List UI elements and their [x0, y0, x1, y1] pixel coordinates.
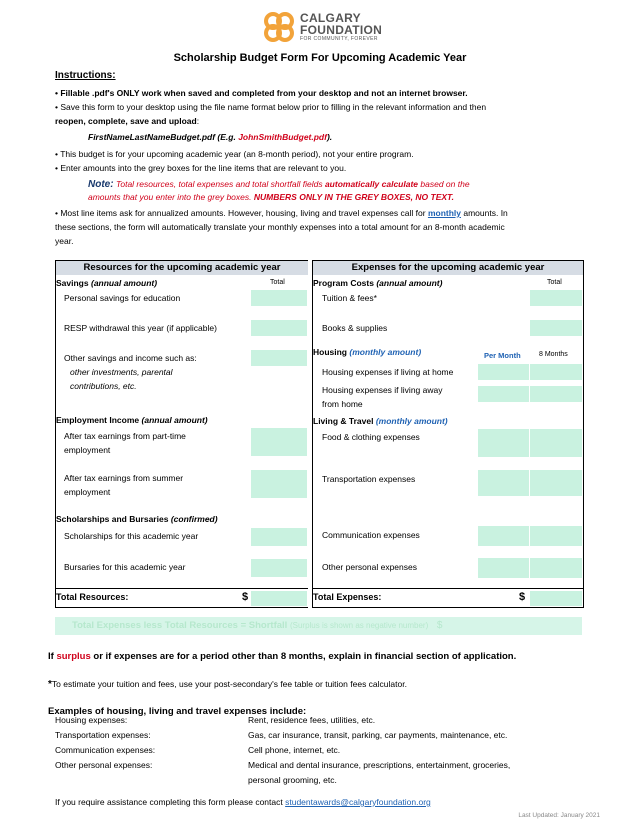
total-expenses-label: Total Expenses:	[313, 592, 382, 602]
food-label: Food & clothing expenses	[322, 432, 420, 442]
transport-label: Transportation expenses	[322, 474, 416, 484]
example-row-continuation: personal grooming, etc.	[248, 775, 337, 785]
examples-heading: Examples of housing, living and travel expenses include:	[48, 706, 307, 717]
resources-header: Resources for the upcoming academic year	[56, 261, 308, 275]
total-expenses-field	[529, 590, 583, 607]
logo-icon	[262, 10, 296, 44]
housing-away-monthly-input[interactable]	[477, 385, 531, 403]
housing-section: Housing (monthly amount)	[313, 347, 422, 357]
bursaries-input[interactable]	[250, 558, 308, 578]
employment-section: Employment Income (annual amount)	[56, 415, 208, 425]
example-row-communication: Communication expenses: Cell phone, internet, etc.	[55, 745, 341, 755]
resp-input[interactable]	[250, 319, 308, 337]
instruction-4: • Enter amounts into the grey boxes for the line items that are relevant to you.	[55, 163, 347, 173]
transport-monthly-input[interactable]	[477, 469, 531, 497]
example-row-personal: Other personal expenses: Medical and dental insurance, prescriptions, entertainment, groceries,	[55, 760, 511, 770]
eight-months-col: 8 Months	[539, 351, 568, 358]
tuition-label: Tuition & fees*	[322, 293, 377, 303]
resp-label: RESP withdrawal this year (if applicable)	[64, 323, 217, 333]
personal-monthly-input[interactable]	[477, 557, 531, 579]
part-time-label: After tax earnings from part-time employment	[64, 431, 186, 455]
calgary-foundation-logo	[262, 8, 402, 46]
instruction-2: • Save this form to your desktop using the file name format below prior to filling in the relevant information and then reopen, complete, save and upload:	[55, 102, 487, 126]
total-resources-field	[250, 590, 308, 607]
note-block: Note: Total resources, total expenses and total shortfall fields automatically calculate based on the amounts that you enter into the grey boxes. NUMBERS ONLY IN THE GREY BOXES, NO TEXT.	[88, 179, 470, 202]
filename-format: FirstNameLastNameBudget.pdf (E.g. JohnSmithBudget.pdf).	[88, 132, 333, 142]
last-updated: Last Updated: January 2021	[518, 812, 600, 819]
scholarships-input[interactable]	[250, 527, 308, 547]
communication-monthly-input[interactable]	[477, 525, 531, 547]
instruction-1: • Fillable .pdf's ONLY work when saved and completed from your desktop and not an internet browser.	[55, 88, 468, 98]
contact-email-link[interactable]: studentawards@calgaryfoundation.org	[285, 797, 431, 807]
per-month-col: Per Month	[484, 351, 521, 360]
housing-home-label: Housing expenses if living at home	[322, 367, 454, 377]
summer-label: After tax earnings from summer employment	[64, 473, 184, 497]
resources-table	[55, 260, 309, 608]
books-label: Books & supplies	[322, 323, 388, 333]
summer-input[interactable]	[250, 469, 308, 499]
communication-label: Communication expenses	[322, 530, 420, 540]
example-row-housing: Housing expenses: Rent, residence fees, utilities, etc.	[55, 715, 376, 725]
scholarships-label: Scholarships for this academic year	[64, 531, 199, 541]
transport-total	[529, 469, 583, 497]
tuition-note: *To estimate your tuition and fees, use your post-secondary's fee table or tuition fees calculator.	[48, 679, 407, 690]
tuition-input[interactable]	[529, 289, 583, 307]
personal-savings-label: Personal savings for education	[64, 293, 181, 303]
food-monthly-input[interactable]	[477, 428, 531, 458]
shortfall-label: Total Expenses less Total Resources = Shortfall (Surplus is shown as negative number) $	[72, 620, 443, 631]
books-input[interactable]	[529, 319, 583, 337]
surplus-note: If surplus or if expenses are for a period other than 8 months, explain in financial section of application.	[48, 651, 517, 662]
example-row-transport: Transportation expenses: Gas, car insurance, transit, parking, car payments, maintenance, etc.	[55, 730, 508, 740]
housing-away-total	[529, 385, 583, 403]
instructions-heading: Instructions:	[55, 70, 116, 81]
personal-label: Other personal expenses	[322, 562, 417, 572]
housing-home-monthly-input[interactable]	[477, 363, 531, 381]
examples-list	[55, 713, 555, 788]
housing-away-label: Housing expenses if living away from home	[322, 385, 443, 409]
total-expenses-dollar: $	[519, 591, 526, 603]
scholarships-section: Scholarships and Bursaries (confirmed)	[56, 514, 218, 524]
savings-section: Savings (annual amount)	[56, 278, 158, 288]
total-resources-label: Total Resources:	[56, 592, 129, 602]
expenses-total-col: Total	[547, 279, 562, 286]
other-savings-label: Other savings and income such as: other investments, parental contributions, etc.	[64, 353, 197, 391]
communication-total	[529, 525, 583, 547]
bursaries-label: Bursaries for this academic year	[64, 562, 186, 572]
housing-home-total	[529, 363, 583, 381]
expenses-table	[312, 260, 584, 608]
logo-line1: CALGARY	[300, 11, 361, 25]
instruction-3: • This budget is for your upcoming academic year (an 8-month period), not your entire program.	[55, 149, 414, 159]
resources-total-col: Total	[270, 279, 285, 286]
logo-line2: FOUNDATION	[300, 23, 383, 37]
contact-line: If you require assistance completing this form please contact studentawards@calgaryfoundation.org	[55, 797, 431, 807]
other-savings-input[interactable]	[250, 349, 308, 367]
page-title: Scholarship Budget Form For Upcoming Academic Year	[173, 52, 467, 64]
part-time-input[interactable]	[250, 427, 308, 457]
instruction-5: • Most line items ask for annualized amounts. However, housing, living and travel expenses call for monthly amounts. In these sections, the form will automatically translate your monthly expenses into a total amount for an 8-month academic year.	[55, 208, 508, 246]
food-total	[529, 428, 583, 458]
shortfall-bar	[55, 617, 582, 635]
program-section: Program Costs (annual amount)	[313, 278, 443, 288]
personal-total	[529, 557, 583, 579]
personal-savings-input[interactable]	[250, 289, 308, 307]
expenses-header: Expenses for the upcoming academic year	[313, 261, 583, 275]
living-section: Living & Travel (monthly amount)	[313, 416, 448, 426]
total-resources-dollar: $	[242, 591, 249, 603]
logo-tagline: FOR COMMUNITY, FOREVER	[300, 36, 378, 42]
